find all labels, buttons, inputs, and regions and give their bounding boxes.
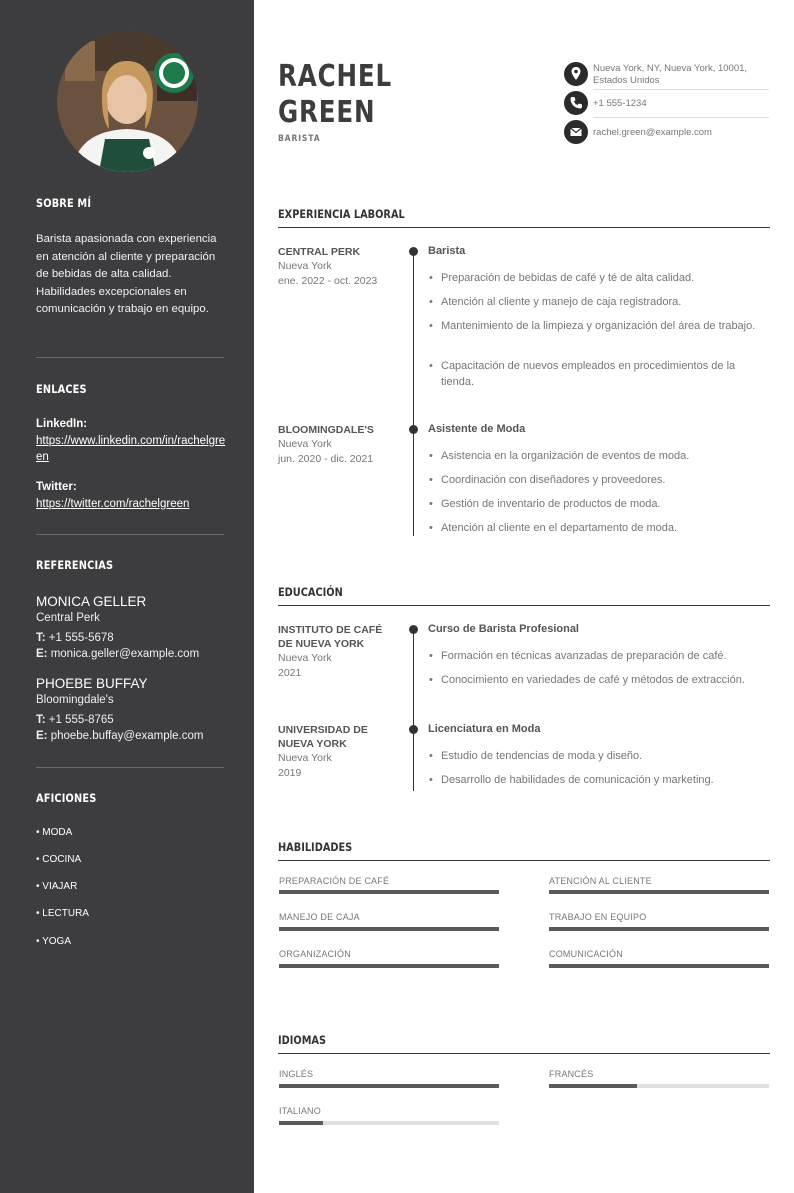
ref-phone: T: +1 555-8765 [36, 714, 114, 726]
references-title: REFERENCIAS [36, 558, 114, 572]
skill-bar-fill [549, 964, 769, 968]
experience-org: CENTRAL PERK [278, 246, 361, 258]
hobbies-title: AFICIONES [36, 791, 97, 805]
twitter-link[interactable]: https://twitter.com/rachelgreen [36, 498, 190, 510]
education-dates: 2021 [278, 667, 302, 679]
skill-bar [279, 927, 499, 931]
language-bar [549, 1084, 769, 1088]
linkedin-link[interactable]: https://www.linkedin.com/in/rachelgreen [36, 435, 226, 463]
skill-bar-fill [279, 927, 499, 931]
experience-title: EXPERIENCIA LABORAL [278, 207, 405, 221]
education-degree: Licenciatura en Moda [428, 723, 541, 735]
about-text: Barista apasionada con experiencia en atención al cliente y preparación de bebidas de alta calidad. Habilidades excepcionales en comunicación y trabajo en equipo. [36, 233, 217, 315]
timeline-dot [409, 725, 418, 734]
skill-label: PREPARACIÓN DE CAFÉ [279, 876, 390, 886]
ref-company: Central Perk [36, 612, 100, 624]
experience-bullet: • Gestión de inventario de productos de moda. [441, 496, 771, 512]
skill-bar [549, 927, 769, 931]
experience-bullet: • Mantenimiento de la limpieza y organización del área de trabajo. [441, 318, 771, 334]
timeline-dot [409, 247, 418, 256]
section-rule [278, 227, 770, 228]
experience-dates: ene. 2022 - oct. 2023 [278, 275, 378, 287]
skill-bar-fill [279, 890, 499, 894]
ref-phone: T: +1 555-5678 [36, 632, 114, 644]
experience-bullet: • Capacitación de nuevos empleados en procedimientos de la tienda. [441, 358, 771, 390]
section-rule [278, 860, 770, 861]
education-bullet: • Conocimiento en variedades de café y métodos de extracción. [441, 672, 771, 688]
education-location: Nueva York [278, 752, 332, 764]
education-bullet: • Formación en técnicas avanzadas de preparación de café. [441, 648, 771, 664]
divider [36, 534, 224, 535]
experience-position: Asistente de Moda [428, 423, 526, 435]
location-pin-icon [564, 62, 588, 86]
profile-photo [57, 31, 198, 172]
language-bar-fill [279, 1121, 323, 1125]
linkedin-label: LinkedIn: [36, 418, 88, 430]
experience-location: Nueva York [278, 260, 332, 272]
language-label: FRANCÉS [549, 1069, 594, 1079]
experience-bullet: • Atención al cliente y manejo de caja registradora. [441, 294, 771, 310]
timeline-dot [409, 425, 418, 434]
hobby-item: • MODA [36, 827, 73, 838]
skill-bar [549, 890, 769, 894]
timeline-dot [409, 625, 418, 634]
ref-name: MONICA GELLER [36, 594, 147, 609]
language-label: ITALIANO [279, 1106, 321, 1116]
language-bar-fill [549, 1084, 637, 1088]
education-org: UNIVERSIDAD DE NUEVA YORK [278, 724, 368, 750]
skill-label: ATENCIÓN AL CLIENTE [549, 876, 652, 886]
skill-label: MANEJO DE CAJA [279, 912, 360, 922]
ref-company: Bloomingdale's [36, 694, 114, 706]
language-bar [279, 1121, 499, 1125]
skill-bar-fill [549, 890, 769, 894]
experience-bullet: • Preparación de bebidas de café y té de alta calidad. [441, 270, 771, 286]
experience-bullet: • Coordinación con diseñadores y proveedores. [441, 472, 771, 488]
twitter-label: Twitter: [36, 481, 77, 493]
sidebar [0, 0, 254, 1193]
education-bullet: • Estudio de tendencias de moda y diseño. [441, 748, 771, 764]
hobby-item: • YOGA [36, 936, 71, 947]
hobby-item: • LECTURA [36, 908, 89, 919]
ref-email: E: monica.geller@example.com [36, 648, 200, 660]
education-degree: Curso de Barista Profesional [428, 623, 579, 635]
language-label: INGLÉS [279, 1069, 314, 1079]
education-title: EDUCACIÓN [278, 585, 343, 599]
email-icon [564, 120, 588, 144]
first-name: RACHEL [278, 59, 393, 94]
skill-bar [279, 890, 499, 894]
contact-phone: +1 555-1234 [593, 98, 647, 109]
skill-label: COMUNICACIÓN [549, 949, 623, 959]
skills-title: HABILIDADES [278, 840, 353, 854]
divider [593, 89, 769, 90]
links-title: ENLACES [36, 382, 87, 396]
about-title: SOBRE MÍ [36, 196, 92, 210]
hobby-item: • VIAJAR [36, 881, 78, 892]
experience-org: BLOOMINGDALE'S [278, 424, 374, 436]
last-name: GREEN [278, 95, 376, 130]
timeline-line [413, 629, 414, 791]
experience-dates: jun. 2020 - dic. 2021 [278, 453, 374, 465]
skill-bar-fill [549, 927, 769, 931]
skill-label: TRABAJO EN EQUIPO [549, 912, 647, 922]
phone-icon [564, 91, 588, 115]
skill-label: ORGANIZACIÓN [279, 949, 351, 959]
skill-bar [279, 964, 499, 968]
language-bar [279, 1084, 499, 1088]
skill-bar-fill [279, 964, 499, 968]
education-bullet: • Desarrollo de habilidades de comunicación y marketing. [441, 772, 771, 788]
language-bar-fill [279, 1084, 499, 1088]
ref-email: E: phoebe.buffay@example.com [36, 730, 204, 742]
ref-name: PHOEBE BUFFAY [36, 676, 148, 691]
section-rule [278, 1053, 770, 1054]
divider [593, 117, 769, 118]
section-rule [278, 605, 770, 606]
contact-address: Nueva York, NY, Nueva York, 10001, Estados Unidos [593, 63, 748, 86]
experience-bullet: • Atención al cliente en el departamento de moda. [441, 520, 771, 536]
skill-bar [549, 964, 769, 968]
education-location: Nueva York [278, 652, 332, 664]
experience-location: Nueva York [278, 438, 332, 450]
experience-bullet: • Asistencia en la organización de eventos de moda. [441, 448, 771, 464]
education-org: INSTITUTO DE CAFÉ DE NUEVA YORK [278, 624, 383, 650]
job-role: BARISTA [278, 134, 321, 144]
education-dates: 2019 [278, 767, 302, 779]
hobby-item: • COCINA [36, 854, 82, 865]
divider [36, 767, 224, 768]
timeline-line [413, 251, 414, 536]
contact-email: rachel.green@example.com [593, 127, 712, 138]
languages-title: IDIOMAS [278, 1033, 327, 1047]
experience-position: Barista [428, 245, 466, 257]
divider [36, 357, 224, 358]
